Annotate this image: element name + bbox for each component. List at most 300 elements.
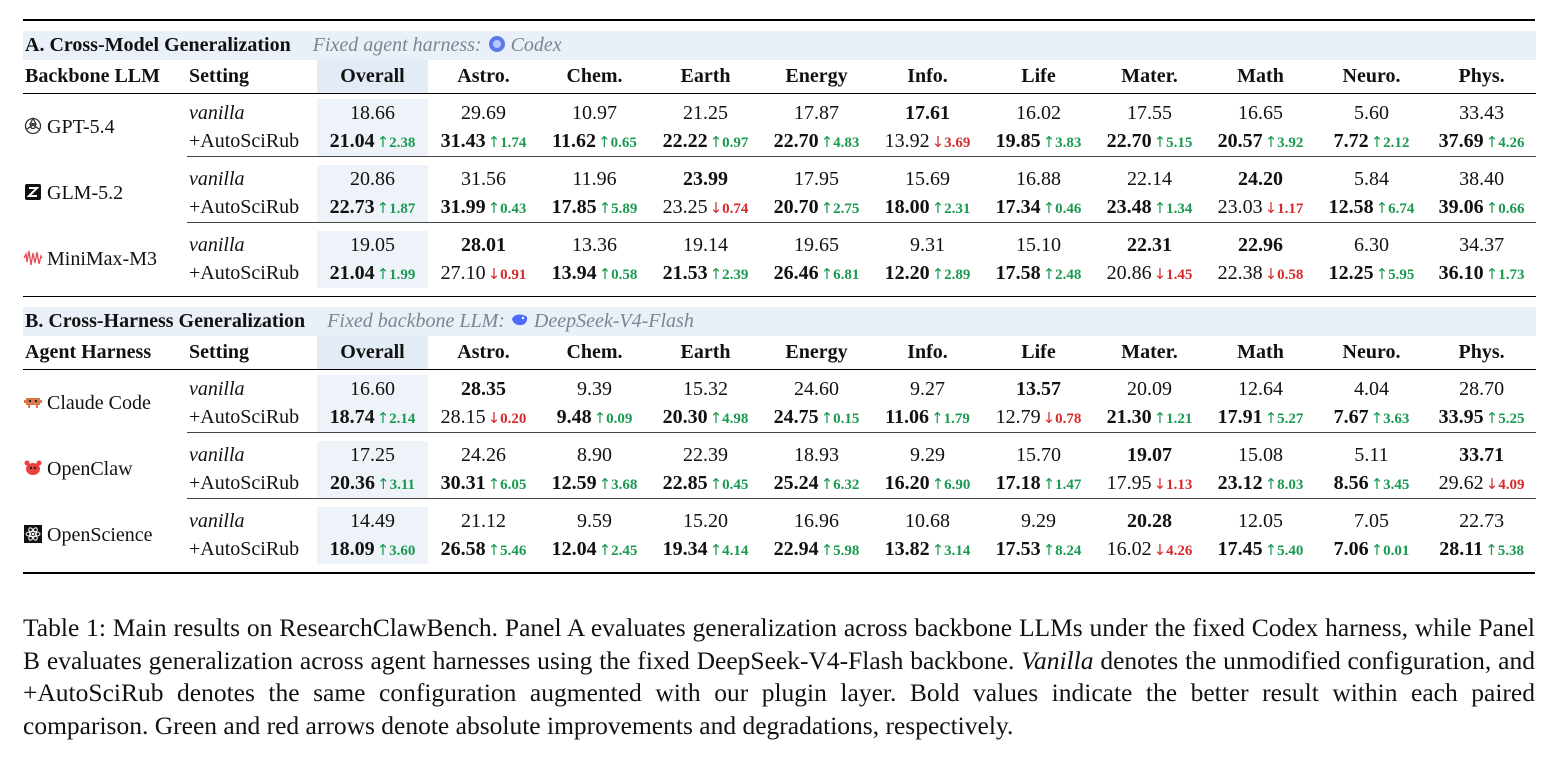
score-value: 26.46 bbox=[773, 262, 819, 285]
improvement-delta bbox=[1043, 543, 1082, 559]
score-cell bbox=[317, 260, 428, 289]
arrow-up-icon: ↑ bbox=[1042, 133, 1056, 152]
delta-value: 0.78 bbox=[1055, 411, 1082, 428]
delta-value: 4.14 bbox=[722, 543, 749, 560]
degradation-delta bbox=[1265, 201, 1304, 217]
column-header: Energy bbox=[785, 65, 848, 87]
score-value: 17.85 bbox=[551, 196, 597, 219]
score-cell bbox=[1427, 375, 1536, 404]
delta-value: 0.43 bbox=[500, 201, 527, 218]
arrow-up-icon: ↑ bbox=[1375, 199, 1389, 218]
score-value: 17.61 bbox=[905, 101, 950, 124]
score-cell bbox=[428, 165, 539, 194]
score-value: 24.60 bbox=[794, 377, 839, 400]
model-name-cell bbox=[23, 507, 187, 564]
arrow-up-icon: ↑ bbox=[598, 199, 612, 218]
score-cell bbox=[1205, 194, 1316, 223]
arrow-up-icon: ↑ bbox=[1264, 409, 1278, 428]
score-cell bbox=[761, 260, 872, 289]
top-rule bbox=[23, 19, 1535, 21]
delta-value: 2.38 bbox=[389, 135, 416, 152]
score-cell bbox=[1427, 507, 1536, 536]
improvement-delta bbox=[932, 543, 971, 559]
arrow-up-icon: ↑ bbox=[598, 265, 612, 284]
score-value: 17.91 bbox=[1217, 406, 1263, 429]
arrow-up-icon: ↑ bbox=[487, 541, 501, 560]
score-value: 10.68 bbox=[905, 509, 950, 532]
delta-value: 0.01 bbox=[1383, 543, 1410, 560]
arrow-up-icon: ↑ bbox=[709, 475, 723, 494]
delta-value: 3.45 bbox=[1383, 477, 1410, 494]
delta-value: 5.15 bbox=[1166, 135, 1193, 152]
vanilla-row bbox=[23, 441, 1536, 470]
improvement-delta bbox=[1486, 201, 1525, 217]
column-header: Overall bbox=[317, 336, 428, 369]
score-cell bbox=[317, 128, 428, 157]
delta-value: 3.68 bbox=[611, 477, 638, 494]
score-value: 18.74 bbox=[329, 406, 375, 429]
improvement-delta bbox=[488, 477, 527, 493]
improvement-delta bbox=[488, 135, 527, 151]
arrow-down-icon: ↓ bbox=[487, 265, 501, 284]
score-value: 21.53 bbox=[662, 262, 708, 285]
improvement-delta bbox=[1043, 201, 1082, 217]
score-cell bbox=[761, 128, 872, 157]
score-value: 23.25 bbox=[662, 196, 708, 219]
score-cell bbox=[983, 507, 1094, 536]
score-value: 29.69 bbox=[461, 101, 506, 124]
score-value: 22.96 bbox=[1238, 233, 1283, 256]
score-cell bbox=[1427, 99, 1536, 128]
score-cell bbox=[317, 165, 428, 194]
arrow-up-icon: ↑ bbox=[376, 199, 390, 218]
setting-label: vanilla bbox=[189, 167, 245, 190]
arrow-up-icon: ↑ bbox=[931, 199, 945, 218]
openai-icon bbox=[23, 116, 43, 136]
score-value: 20.86 bbox=[1106, 262, 1152, 285]
score-cell bbox=[761, 536, 872, 565]
arrow-up-icon: ↑ bbox=[1370, 133, 1384, 152]
setting-label: +AutoSciRub bbox=[189, 262, 300, 285]
improvement-delta bbox=[1265, 411, 1304, 427]
improvement-delta bbox=[488, 201, 527, 217]
arrow-up-icon: ↑ bbox=[1485, 199, 1499, 218]
improvement-delta bbox=[1154, 411, 1193, 427]
score-value: 20.70 bbox=[773, 196, 819, 219]
arrow-up-icon: ↑ bbox=[376, 133, 390, 152]
score-cell bbox=[539, 441, 650, 470]
score-cell bbox=[1205, 441, 1316, 470]
delta-value: 5.38 bbox=[1497, 543, 1524, 560]
arrow-down-icon: ↓ bbox=[487, 409, 501, 428]
score-value: 16.65 bbox=[1238, 101, 1283, 124]
score-value: 21.12 bbox=[461, 509, 506, 532]
group-spacer bbox=[23, 433, 1536, 441]
score-value: 9.39 bbox=[577, 377, 612, 400]
delta-value: 0.91 bbox=[500, 267, 527, 284]
score-cell bbox=[761, 375, 872, 404]
improvement-delta bbox=[1043, 477, 1082, 493]
score-cell bbox=[1205, 536, 1316, 565]
degradation-delta bbox=[1154, 543, 1193, 559]
delta-value: 8.03 bbox=[1277, 477, 1304, 494]
score-value: 24.20 bbox=[1238, 167, 1283, 190]
arrow-up-icon: ↑ bbox=[1153, 409, 1167, 428]
improvement-delta bbox=[710, 135, 749, 151]
claude-code-icon bbox=[23, 392, 43, 412]
score-cell bbox=[539, 536, 650, 565]
spacer-cell bbox=[23, 288, 1536, 297]
score-cell bbox=[428, 260, 539, 289]
score-cell bbox=[761, 470, 872, 499]
column-header: Astro. bbox=[457, 65, 510, 87]
improvement-delta bbox=[1371, 411, 1410, 427]
setting-label: vanilla bbox=[189, 377, 245, 400]
setting-label: vanilla bbox=[189, 233, 245, 256]
score-value: 22.22 bbox=[662, 130, 708, 153]
score-cell bbox=[539, 165, 650, 194]
score-value: 28.70 bbox=[1459, 377, 1505, 400]
score-cell bbox=[1094, 441, 1205, 470]
panel-subtitle bbox=[327, 310, 694, 332]
score-cell bbox=[428, 404, 539, 433]
improvement-delta bbox=[710, 411, 749, 427]
score-value: 9.59 bbox=[577, 509, 612, 532]
score-value: 17.34 bbox=[995, 196, 1041, 219]
spacer-cell bbox=[23, 223, 1536, 231]
group-spacer bbox=[23, 499, 1536, 507]
score-cell bbox=[539, 470, 650, 499]
score-value: 12.58 bbox=[1328, 196, 1374, 219]
table-caption bbox=[23, 612, 1535, 742]
score-value: 17.45 bbox=[1217, 538, 1263, 561]
spacer-cell bbox=[23, 433, 1536, 441]
improvement-delta bbox=[932, 267, 971, 283]
score-cell bbox=[983, 470, 1094, 499]
score-value: 11.96 bbox=[572, 167, 617, 190]
score-value: 33.95 bbox=[1438, 406, 1484, 429]
arrow-up-icon: ↑ bbox=[931, 265, 945, 284]
panel-subtitle-prefix: Fixed agent harness: bbox=[312, 34, 482, 56]
delta-value: 0.45 bbox=[722, 477, 749, 494]
arrow-up-icon: ↑ bbox=[820, 475, 834, 494]
score-cell bbox=[1316, 260, 1427, 289]
vanilla-row bbox=[23, 165, 1536, 194]
arrow-up-icon: ↑ bbox=[487, 475, 501, 494]
score-cell bbox=[983, 375, 1094, 404]
improvement-delta bbox=[932, 201, 971, 217]
score-cell bbox=[983, 128, 1094, 157]
score-cell bbox=[1427, 128, 1536, 157]
score-value: 15.20 bbox=[683, 509, 728, 532]
column-header: Math bbox=[1237, 341, 1284, 363]
score-cell bbox=[1094, 470, 1205, 499]
score-value: 28.11 bbox=[1439, 538, 1484, 561]
score-value: 21.04 bbox=[329, 130, 375, 153]
score-cell bbox=[872, 260, 983, 289]
score-cell bbox=[1427, 231, 1536, 260]
delta-value: 6.81 bbox=[833, 267, 860, 284]
score-value: 17.53 bbox=[995, 538, 1041, 561]
setting-label: vanilla bbox=[189, 443, 245, 466]
score-value: 18.09 bbox=[329, 538, 375, 561]
score-cell bbox=[1427, 260, 1536, 289]
delta-value: 2.48 bbox=[1055, 267, 1082, 284]
arrow-up-icon: ↑ bbox=[820, 541, 834, 560]
arrow-up-icon: ↑ bbox=[376, 475, 390, 494]
arrow-up-icon: ↑ bbox=[1370, 475, 1384, 494]
bottom-rule bbox=[23, 572, 1535, 574]
score-cell bbox=[1205, 99, 1316, 128]
score-value: 16.20 bbox=[884, 472, 930, 495]
improvement-delta bbox=[599, 201, 638, 217]
score-value: 22.94 bbox=[773, 538, 819, 561]
arrow-up-icon: ↑ bbox=[709, 409, 723, 428]
vanilla-row bbox=[23, 375, 1536, 404]
spacer-cell bbox=[23, 157, 1536, 165]
column-header: Earth bbox=[680, 65, 731, 87]
score-cell bbox=[539, 99, 650, 128]
score-cell bbox=[1316, 165, 1427, 194]
arrow-down-icon: ↓ bbox=[709, 199, 723, 218]
delta-value: 3.83 bbox=[1055, 135, 1082, 152]
score-cell bbox=[1205, 507, 1316, 536]
first-column-header: Agent Harness bbox=[25, 341, 152, 363]
score-cell bbox=[872, 231, 983, 260]
score-value: 8.56 bbox=[1333, 472, 1369, 495]
score-value: 22.39 bbox=[683, 443, 728, 466]
column-header-row bbox=[23, 60, 1536, 93]
arrow-up-icon: ↑ bbox=[1264, 541, 1278, 560]
score-value: 24.26 bbox=[461, 443, 506, 466]
delta-value: 5.98 bbox=[833, 543, 860, 560]
score-value: 15.08 bbox=[1238, 443, 1283, 466]
delta-value: 2.89 bbox=[944, 267, 971, 284]
improvement-delta bbox=[1371, 477, 1410, 493]
improvement-delta bbox=[1265, 135, 1304, 151]
score-cell bbox=[428, 99, 539, 128]
degradation-delta bbox=[1486, 477, 1525, 493]
score-cell bbox=[650, 128, 761, 157]
delta-value: 0.09 bbox=[606, 411, 633, 428]
score-value: 33.71 bbox=[1459, 443, 1505, 466]
score-cell bbox=[650, 507, 761, 536]
delta-value: 6.05 bbox=[500, 477, 527, 494]
score-cell bbox=[983, 231, 1094, 260]
score-value: 31.56 bbox=[461, 167, 506, 190]
improvement-delta bbox=[594, 411, 633, 427]
score-value: 10.97 bbox=[572, 101, 617, 124]
arrow-down-icon: ↓ bbox=[1264, 199, 1278, 218]
score-cell bbox=[761, 99, 872, 128]
score-value: 20.57 bbox=[1217, 130, 1263, 153]
delta-value: 1.79 bbox=[943, 411, 970, 428]
score-cell bbox=[1427, 536, 1536, 565]
arrow-up-icon: ↑ bbox=[931, 541, 945, 560]
caption-part1: Table 1: Main results on ResearchClawBench. Panel A evaluates generalization across backbone LLMs under the fixed Codex harness, while Panel B evaluates generalization across agent harnesses using the fixed DeepSeek-V4-Flash backbone. bbox=[23, 613, 1535, 675]
degradation-delta bbox=[488, 267, 527, 283]
panel-subtitle-name: Codex bbox=[510, 34, 562, 56]
score-cell bbox=[1316, 404, 1427, 433]
score-value: 28.01 bbox=[461, 233, 506, 256]
minimax-icon bbox=[23, 248, 43, 268]
autoscirub-row bbox=[23, 260, 1536, 289]
arrow-up-icon: ↑ bbox=[598, 475, 612, 494]
score-value: 37.69 bbox=[1438, 130, 1484, 153]
improvement-delta bbox=[710, 543, 749, 559]
score-value: 17.58 bbox=[995, 262, 1041, 285]
model-name: OpenScience bbox=[47, 524, 153, 546]
score-value: 13.92 bbox=[884, 130, 930, 153]
delta-value: 0.58 bbox=[611, 267, 638, 284]
score-value: 9.31 bbox=[910, 233, 945, 256]
column-header: Chem. bbox=[566, 341, 623, 363]
column-header: Astro. bbox=[457, 341, 510, 363]
delta-value: 1.17 bbox=[1277, 201, 1304, 218]
score-value: 16.02 bbox=[1106, 538, 1152, 561]
score-cell bbox=[983, 536, 1094, 565]
panel-title-row bbox=[23, 31, 1536, 60]
score-value: 23.99 bbox=[683, 167, 728, 190]
arrow-up-icon: ↑ bbox=[487, 199, 501, 218]
arrow-up-icon: ↑ bbox=[1485, 265, 1499, 284]
arrow-up-icon: ↑ bbox=[820, 409, 834, 428]
setting-label: vanilla bbox=[189, 101, 245, 124]
improvement-delta bbox=[1265, 477, 1304, 493]
score-value: 20.09 bbox=[1127, 377, 1172, 400]
score-value: 17.95 bbox=[794, 167, 839, 190]
score-cell bbox=[1094, 260, 1205, 289]
score-value: 12.25 bbox=[1328, 262, 1374, 285]
column-header: Math bbox=[1237, 65, 1284, 87]
score-value: 11.06 bbox=[885, 406, 930, 429]
delta-value: 0.74 bbox=[722, 201, 749, 218]
score-cell bbox=[317, 441, 428, 470]
first-column-header: Backbone LLM bbox=[25, 65, 161, 87]
improvement-delta bbox=[931, 411, 970, 427]
deepseek-icon bbox=[510, 310, 530, 330]
delta-value: 5.27 bbox=[1277, 411, 1304, 428]
arrow-up-icon: ↑ bbox=[1370, 541, 1384, 560]
score-cell bbox=[1316, 536, 1427, 565]
delta-value: 0.20 bbox=[500, 411, 527, 428]
arrow-up-icon: ↑ bbox=[376, 541, 390, 560]
setting-column-header: Setting bbox=[189, 65, 249, 87]
score-cell bbox=[872, 404, 983, 433]
score-value: 18.66 bbox=[350, 101, 395, 124]
score-cell bbox=[1094, 404, 1205, 433]
model-name-cell bbox=[23, 165, 187, 223]
score-cell bbox=[872, 507, 983, 536]
score-cell bbox=[1427, 470, 1536, 499]
arrow-up-icon: ↑ bbox=[709, 133, 723, 152]
score-value: 22.73 bbox=[1459, 509, 1505, 532]
delta-value: 1.99 bbox=[389, 267, 416, 284]
score-cell bbox=[1316, 194, 1427, 223]
delta-value: 6.74 bbox=[1388, 201, 1415, 218]
score-cell bbox=[1094, 231, 1205, 260]
arrow-up-icon: ↑ bbox=[1042, 541, 1056, 560]
arrow-up-icon: ↑ bbox=[1264, 133, 1278, 152]
score-cell bbox=[872, 128, 983, 157]
score-cell bbox=[539, 231, 650, 260]
improvement-delta bbox=[1043, 267, 1082, 283]
score-cell bbox=[428, 536, 539, 565]
score-cell bbox=[317, 470, 428, 499]
score-cell bbox=[761, 165, 872, 194]
arrow-down-icon: ↓ bbox=[1153, 475, 1167, 494]
delta-value: 2.39 bbox=[722, 267, 749, 284]
arrow-up-icon: ↑ bbox=[820, 199, 834, 218]
openscience-icon bbox=[23, 524, 43, 544]
score-value: 12.20 bbox=[884, 262, 930, 285]
score-value: 15.70 bbox=[1016, 443, 1061, 466]
score-value: 5.84 bbox=[1354, 167, 1389, 190]
improvement-delta bbox=[377, 267, 416, 283]
model-name: GLM-5.2 bbox=[47, 182, 124, 205]
column-header: Mater. bbox=[1121, 341, 1178, 363]
score-value: 27.10 bbox=[440, 262, 486, 285]
delta-value: 0.66 bbox=[1498, 201, 1525, 218]
model-name: OpenClaw bbox=[47, 458, 133, 481]
score-cell bbox=[1205, 404, 1316, 433]
autoscirub-row bbox=[23, 128, 1536, 157]
delta-value: 0.46 bbox=[1055, 201, 1082, 218]
panel-subtitle-name: DeepSeek-V4-Flash bbox=[533, 310, 694, 332]
score-value: 21.04 bbox=[329, 262, 375, 285]
delta-value: 1.73 bbox=[1498, 267, 1525, 284]
improvement-delta bbox=[710, 477, 749, 493]
panel-title-cell bbox=[23, 307, 1536, 336]
model-name-cell bbox=[23, 375, 187, 433]
score-value: 30.31 bbox=[440, 472, 486, 495]
delta-value: 5.40 bbox=[1277, 543, 1304, 560]
group-spacer bbox=[23, 223, 1536, 231]
score-value: 5.60 bbox=[1354, 101, 1389, 124]
delta-value: 3.92 bbox=[1277, 135, 1304, 152]
score-cell bbox=[650, 536, 761, 565]
panel-subtitle bbox=[313, 34, 562, 56]
improvement-delta bbox=[1154, 201, 1193, 217]
score-cell bbox=[1316, 375, 1427, 404]
column-header: Energy bbox=[785, 341, 848, 363]
score-value: 22.38 bbox=[1217, 262, 1263, 285]
arrow-up-icon: ↑ bbox=[598, 133, 611, 152]
model-name-cell bbox=[23, 99, 187, 157]
score-value: 12.79 bbox=[995, 406, 1041, 429]
improvement-delta bbox=[821, 543, 860, 559]
score-cell bbox=[1094, 128, 1205, 157]
improvement-delta bbox=[932, 477, 971, 493]
delta-value: 5.46 bbox=[500, 543, 527, 560]
score-value: 9.29 bbox=[1021, 509, 1056, 532]
degradation-delta bbox=[488, 411, 527, 427]
score-cell bbox=[1094, 536, 1205, 565]
results-table-container bbox=[23, 19, 1535, 574]
score-value: 16.60 bbox=[350, 377, 395, 400]
panel-title: A. Cross-Model Generalization bbox=[25, 34, 291, 56]
arrow-down-icon: ↓ bbox=[1264, 265, 1278, 284]
score-value: 17.25 bbox=[350, 443, 395, 466]
degradation-delta bbox=[932, 135, 971, 151]
score-cell bbox=[872, 194, 983, 223]
score-cell bbox=[1316, 128, 1427, 157]
score-cell bbox=[983, 165, 1094, 194]
improvement-delta bbox=[1486, 411, 1525, 427]
delta-value: 3.60 bbox=[389, 543, 416, 560]
score-cell bbox=[1205, 165, 1316, 194]
score-cell bbox=[983, 441, 1094, 470]
